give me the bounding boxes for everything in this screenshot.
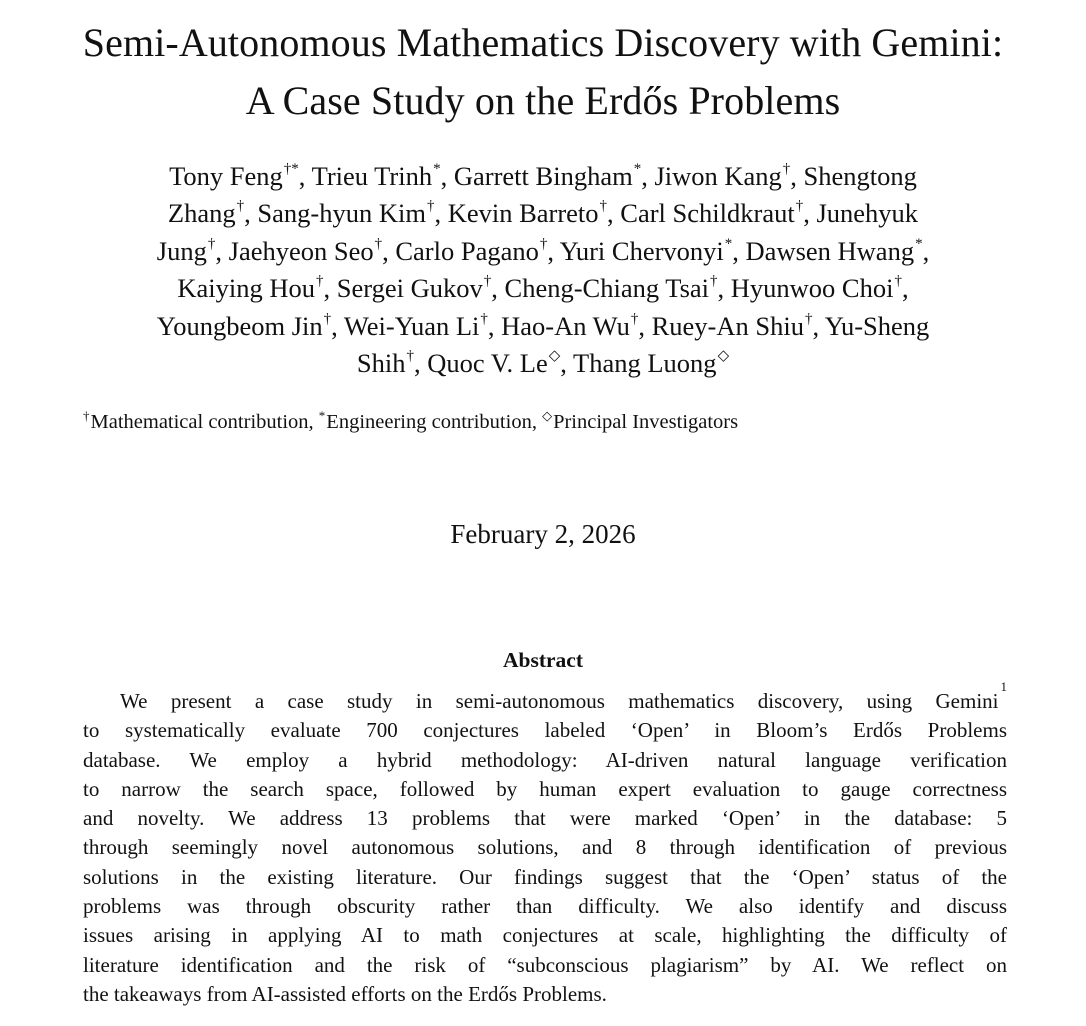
contribution-mark: † xyxy=(236,198,245,215)
author-name: Zhang xyxy=(167,198,236,229)
author-separator: , xyxy=(215,235,229,266)
author-separator: , xyxy=(901,273,909,304)
author xyxy=(427,348,573,378)
author-name: Carl Schildkraut xyxy=(620,198,795,229)
contribution-mark: † xyxy=(374,235,383,252)
author xyxy=(157,311,344,341)
author xyxy=(825,311,930,341)
affiliation-text: Mathematical contribution, xyxy=(90,411,319,433)
abstract-line: problems was through obscurity rather than difficulty. We also identify and discuss xyxy=(83,894,1007,919)
affiliation-mark: * xyxy=(318,408,326,423)
author-separator: , xyxy=(440,161,454,191)
author-name: Kaiying Hou xyxy=(177,273,316,304)
affiliation-text: Engineering contribution, xyxy=(326,411,543,433)
author-separator: , xyxy=(382,235,396,266)
author-name: Shengtong xyxy=(803,161,917,191)
author-name: Trieu Trinh xyxy=(311,161,433,191)
author-name: Tony Feng xyxy=(169,161,283,191)
author-name: Yuri Chervonyi xyxy=(559,235,724,266)
author-list xyxy=(0,158,1086,382)
author-separator: , xyxy=(638,310,652,341)
author-separator: , xyxy=(547,235,560,266)
author xyxy=(357,348,427,378)
author-separator: , xyxy=(244,198,258,229)
contribution-mark: † xyxy=(207,235,216,252)
author-name: Dawsen Hwang xyxy=(745,235,915,266)
author xyxy=(257,198,447,228)
author-separator: , xyxy=(732,235,746,266)
author xyxy=(177,273,336,303)
footnote-mark[interactable]: 1 xyxy=(1000,679,1007,694)
author-line xyxy=(0,233,1086,270)
author xyxy=(169,161,312,191)
author xyxy=(816,198,918,228)
abstract-line: and novelty. We address 13 problems that were marked ‘Open’ in the database: 5 xyxy=(83,806,1007,831)
author-separator: , xyxy=(790,161,804,191)
title-line-2: A Case Study on the Erdős Problems xyxy=(245,78,841,123)
author xyxy=(229,236,396,266)
title-line-1: Semi-Autonomous Mathematics Discovery with Gemini: xyxy=(82,20,1004,65)
contribution-mark: ◇ xyxy=(717,348,730,365)
contribution-mark: * xyxy=(915,235,923,252)
author-line xyxy=(0,308,1086,345)
abstract-line: literature identification and the risk of “subconscious plagiarism” by AI. We reflect on xyxy=(83,952,1007,977)
author-name: Hao-An Wu xyxy=(501,310,630,341)
abstract-heading: Abstract xyxy=(502,648,583,672)
affiliation-text: Principal Investigators xyxy=(553,411,739,433)
contribution-mark: † xyxy=(323,310,332,327)
abstract-line: to narrow the search space, followed by human expert evaluation to gauge correctness xyxy=(83,776,1007,801)
contribution-mark: † xyxy=(406,348,414,365)
abstract-line: database. We employ a hybrid methodology: AI-driven natural language verification xyxy=(83,747,1007,772)
contribution-mark: * xyxy=(724,235,733,252)
author-separator: , xyxy=(491,273,505,304)
author xyxy=(312,161,454,191)
author xyxy=(746,236,930,266)
contribution-mark: † xyxy=(795,198,804,215)
author-name: Jung xyxy=(156,235,207,266)
author-name: Garrett Bingham xyxy=(453,161,633,191)
author-separator: , xyxy=(812,310,825,341)
affiliation-legend xyxy=(83,408,738,436)
author-name: Carlo Pagano xyxy=(395,235,539,266)
author-separator: , xyxy=(434,198,448,229)
author-separator: , xyxy=(298,161,312,191)
contribution-mark: * xyxy=(433,161,441,177)
author xyxy=(344,311,501,341)
author xyxy=(560,236,746,266)
author-separator: , xyxy=(641,161,655,191)
author-name: Thang Luong xyxy=(573,348,717,379)
contribution-mark: ◇ xyxy=(548,348,561,365)
contribution-mark: †* xyxy=(283,161,299,177)
author xyxy=(654,161,803,191)
author-line xyxy=(0,270,1086,307)
author xyxy=(804,161,917,191)
author-name: Sang-hyun Kim xyxy=(257,198,426,229)
paper-title xyxy=(0,14,1086,130)
author-name: Sergei Gukov xyxy=(336,273,483,304)
author-name: Junehyuk xyxy=(816,198,919,229)
author-name: Cheng-Chiang Tsai xyxy=(504,273,710,304)
contribution-mark: † xyxy=(426,198,435,215)
affiliation-mark: ◇ xyxy=(542,408,553,423)
abstract-line: issues arising in applying AI to math conjectures at scale, highlighting the difficulty of xyxy=(83,923,1007,948)
author xyxy=(448,198,621,228)
contribution-mark: † xyxy=(710,273,718,290)
author xyxy=(731,273,909,303)
contribution-mark: * xyxy=(633,161,642,177)
abstract-line: to systematically evaluate 700 conjectures labeled ‘Open’ in Bloom’s Erdős Problems xyxy=(83,718,1007,743)
author-name: Kevin Barreto xyxy=(447,198,599,229)
author-separator: , xyxy=(922,235,930,266)
author-separator: , xyxy=(323,273,337,304)
author xyxy=(501,311,651,341)
author xyxy=(337,273,505,303)
author-name: Jaehyeon Seo xyxy=(228,235,374,266)
author-line xyxy=(0,195,1086,232)
author-separator: , xyxy=(487,310,502,341)
contribution-mark: † xyxy=(894,273,902,290)
author-line xyxy=(0,158,1086,195)
author xyxy=(168,198,257,228)
author xyxy=(573,348,729,378)
author-separator: , xyxy=(560,348,574,379)
contribution-mark: † xyxy=(804,310,813,327)
abstract-line: solutions in the existing literature. Our findings suggest that the ‘Open’ status of the xyxy=(83,864,1007,889)
author-name: Quoc V. Le xyxy=(427,348,548,379)
author-name: Jiwon Kang xyxy=(654,161,782,191)
contribution-mark: † xyxy=(316,273,324,290)
contribution-mark: † xyxy=(480,310,488,327)
abstract-line xyxy=(83,679,1007,716)
contribution-mark: † xyxy=(599,198,608,215)
author-separator: , xyxy=(607,198,621,229)
author-name: Shih xyxy=(356,348,406,379)
abstract-body xyxy=(83,679,1007,1009)
author-name: Hyunwoo Choi xyxy=(730,273,894,304)
author xyxy=(454,161,655,191)
author xyxy=(620,198,816,228)
author-separator: , xyxy=(331,310,344,341)
affiliation-mark: † xyxy=(83,408,90,423)
author-name: Yu-Sheng xyxy=(824,310,930,341)
contribution-mark: † xyxy=(483,273,492,290)
contribution-mark: † xyxy=(782,161,791,177)
publication-date: February 2, 2026 xyxy=(450,519,636,549)
contribution-mark: † xyxy=(630,310,639,327)
author-name: Youngbeom Jin xyxy=(156,310,323,341)
author-separator: , xyxy=(803,198,817,229)
author-name: Wei-Yuan Li xyxy=(343,310,480,341)
abstract-line-text: We present a case study in semi-autonomous mathematics discovery, using Gemini xyxy=(120,689,999,713)
author-line xyxy=(0,345,1086,382)
author xyxy=(157,236,229,266)
abstract-line: the takeaways from AI-assisted efforts on the Erdős Problems. xyxy=(83,981,607,1006)
author-separator: , xyxy=(414,348,428,379)
author-name: Ruey-An Shiu xyxy=(651,310,804,341)
author-separator: , xyxy=(717,273,731,304)
abstract-line: through seemingly novel autonomous solutions, and 8 through identification of previous xyxy=(83,835,1007,860)
author xyxy=(505,273,731,303)
author xyxy=(395,236,559,266)
author xyxy=(652,311,825,341)
contribution-mark: † xyxy=(539,235,548,252)
